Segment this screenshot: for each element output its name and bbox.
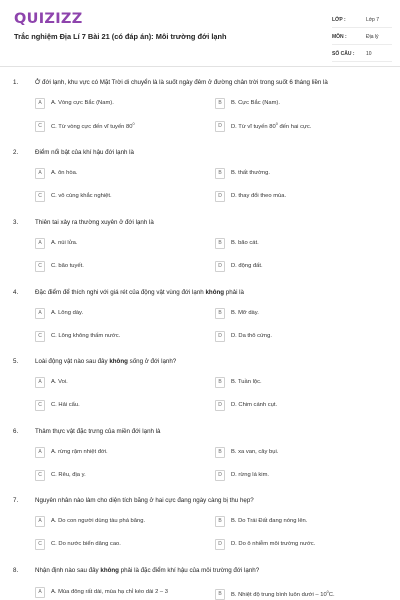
option-b[interactable] xyxy=(215,96,280,110)
option-text: C. Hải cẩu. xyxy=(51,402,80,408)
option-letter: C xyxy=(35,331,45,342)
option-text: B. Cực Bắc (Nam). xyxy=(231,100,280,106)
question-text: Thiên tai xảy ra thường xuyên ở đới lạnh là xyxy=(35,219,154,226)
meta-value: Lớp 7 xyxy=(366,17,380,23)
question-number: 2. xyxy=(13,149,19,156)
question-number: 5. xyxy=(13,358,19,365)
meta-label: LỚP : xyxy=(332,17,346,23)
option-text: A. Voi. xyxy=(51,379,68,385)
question-text: Nhận định nào sau đây không phải là đặc điểm khí hậu của môi trường đới lạnh? xyxy=(35,567,260,574)
question-text: Nguyên nhân nào làm cho diện tích băng ở hai cực đang ngày càng bị thu hẹp? xyxy=(35,497,254,504)
question-number: 8. xyxy=(13,567,19,574)
option-letter: D xyxy=(215,191,225,202)
option-letter: C xyxy=(35,539,45,550)
option-text: D. Chim cánh cụt. xyxy=(231,402,278,408)
option-d[interactable] xyxy=(215,398,277,412)
option-letter: B xyxy=(215,168,225,179)
option-text: A. Mùa đông rất dài, mùa hạ chỉ kéo dài 2 – 3 xyxy=(51,588,168,595)
meta-label: SỐ CÂU : xyxy=(332,51,355,57)
option-d[interactable] xyxy=(215,537,315,551)
option-letter: C xyxy=(35,121,45,132)
meta-value: Địa lý xyxy=(366,34,379,40)
question-text: Điểm nổi bật của khí hậu đới lạnh là xyxy=(35,149,134,156)
option-letter: B xyxy=(215,308,225,319)
option-letter: A xyxy=(35,516,45,527)
option-letter: B xyxy=(215,238,225,249)
option-letter: D xyxy=(215,331,225,342)
option-letter: A xyxy=(35,377,45,388)
option-text: C. bão tuyết. xyxy=(51,263,84,269)
option-c[interactable] xyxy=(35,468,86,482)
question-text: Đặc điểm để thích nghi với giá rét của động vật vùng đới lạnh không phải là xyxy=(35,289,244,296)
option-text: A. Vòng cực Bắc (Nam). xyxy=(51,100,114,106)
option-text: C. Từ vòng cực đến vĩ tuyến $80^0$ xyxy=(51,122,135,130)
option-text: D. Từ vĩ tuyến $80^0$ đến hai cực. xyxy=(231,122,312,130)
question-number: 7. xyxy=(13,497,19,504)
option-letter: C xyxy=(35,400,45,411)
option-a[interactable] xyxy=(35,514,145,528)
option-a[interactable] xyxy=(35,375,68,389)
option-text: C. vô cùng khắc nghiệt. xyxy=(51,193,112,199)
option-a[interactable] xyxy=(35,585,201,599)
option-letter: A xyxy=(35,168,45,179)
option-text: B. thất thường. xyxy=(231,170,270,176)
option-text: A. rừng rậm nhiệt đới. xyxy=(51,449,108,455)
meta-label: MÔN : xyxy=(332,34,347,40)
quiz-meta xyxy=(332,14,392,65)
option-d[interactable] xyxy=(215,329,272,343)
option-text: D. rừng lá kim. xyxy=(231,472,270,478)
option-b[interactable] xyxy=(215,306,259,320)
option-letter: D xyxy=(215,261,225,272)
option-letter: A xyxy=(35,587,45,598)
question-number: 6. xyxy=(13,428,19,435)
option-letter: A xyxy=(35,238,45,249)
option-text: B. Nhiệt độ trung bình luôn dưới – $10^0C$. xyxy=(231,590,335,598)
option-a[interactable] xyxy=(35,445,108,459)
option-letter: B xyxy=(215,377,225,388)
option-text: A. Do con người dùng tàu phá băng. xyxy=(51,518,146,524)
meta-row-subject xyxy=(332,31,392,45)
brand-logo: QUIZIZZ xyxy=(14,11,83,27)
question-text: Thảm thực vật đặc trưng của miền đới lạnh là xyxy=(35,428,161,435)
option-letter: A xyxy=(35,98,45,109)
option-b[interactable] xyxy=(215,236,259,250)
option-letter: C xyxy=(35,191,45,202)
option-d[interactable] xyxy=(215,189,286,203)
option-letter: B xyxy=(215,98,225,109)
option-c[interactable] xyxy=(35,259,84,273)
option-b[interactable] xyxy=(215,587,335,600)
option-letter: D xyxy=(215,121,225,132)
option-letter: C xyxy=(35,261,45,272)
option-text: D. Da thô cứng. xyxy=(231,333,272,339)
question-text: Loài động vật nào sau đây không sống ở đới lạnh? xyxy=(35,358,177,365)
option-letter: B xyxy=(215,516,225,527)
option-text: C. Rêu, địa y. xyxy=(51,472,86,478)
option-b[interactable] xyxy=(215,445,278,459)
option-a[interactable] xyxy=(35,306,83,320)
option-d[interactable] xyxy=(215,119,311,133)
option-text: D. Do ô nhiễm môi trường nước. xyxy=(231,541,316,547)
option-c[interactable] xyxy=(35,398,80,412)
option-letter: B xyxy=(215,447,225,458)
meta-row-count xyxy=(332,48,392,62)
option-b[interactable] xyxy=(215,375,262,389)
question-number: 3. xyxy=(13,219,19,226)
option-a[interactable] xyxy=(35,236,77,250)
option-b[interactable] xyxy=(215,166,270,180)
option-text: B. bão cát. xyxy=(231,240,259,246)
option-text: B. Do Trái Đất đang nóng lên. xyxy=(231,518,308,524)
option-letter: D xyxy=(215,470,225,481)
question-text: Ở đới lạnh, khu vực có Mặt Trời di chuyển là là suốt ngày đêm ở đường chân trời trong suốt 6 tháng liền là xyxy=(35,79,328,86)
meta-row-class xyxy=(332,14,392,28)
option-c[interactable] xyxy=(35,119,135,133)
option-text: A. ôn hòa. xyxy=(51,170,78,176)
option-letter: B xyxy=(215,589,225,600)
option-text: B. xa van, cây bụi. xyxy=(231,449,279,455)
option-letter: C xyxy=(35,470,45,481)
option-c[interactable] xyxy=(35,537,121,551)
option-text: B. Tuần lộc. xyxy=(231,379,262,385)
option-c[interactable] xyxy=(35,189,112,203)
option-text: D. động đất. xyxy=(231,263,263,269)
option-text: B. Mỡ dày. xyxy=(231,310,259,316)
quiz-title: Trắc nghiệm Địa Lí 7 Bài 21 (có đáp án): Môi trường đới lạnh xyxy=(14,32,227,41)
meta-value: 10 xyxy=(366,51,372,57)
option-letter: A xyxy=(35,308,45,319)
option-a[interactable] xyxy=(35,166,77,180)
option-d[interactable] xyxy=(215,468,269,482)
option-text: C. Do nước biển dâng cao. xyxy=(51,541,121,547)
option-a[interactable] xyxy=(35,96,114,110)
option-b[interactable] xyxy=(215,514,307,528)
option-letter: D xyxy=(215,400,225,411)
page-header xyxy=(0,0,400,67)
option-d[interactable] xyxy=(215,259,263,273)
option-c[interactable] xyxy=(35,329,120,343)
option-text: A. Lông dày. xyxy=(51,310,84,316)
option-text: C. Lông không thấm nước. xyxy=(51,333,121,339)
question-number: 4. xyxy=(13,289,19,296)
option-text: A. núi lửa. xyxy=(51,240,78,246)
question-number: 1. xyxy=(13,79,19,86)
option-letter: A xyxy=(35,447,45,458)
option-letter: D xyxy=(215,539,225,550)
option-text: D. thay đổi theo mùa. xyxy=(231,193,287,199)
